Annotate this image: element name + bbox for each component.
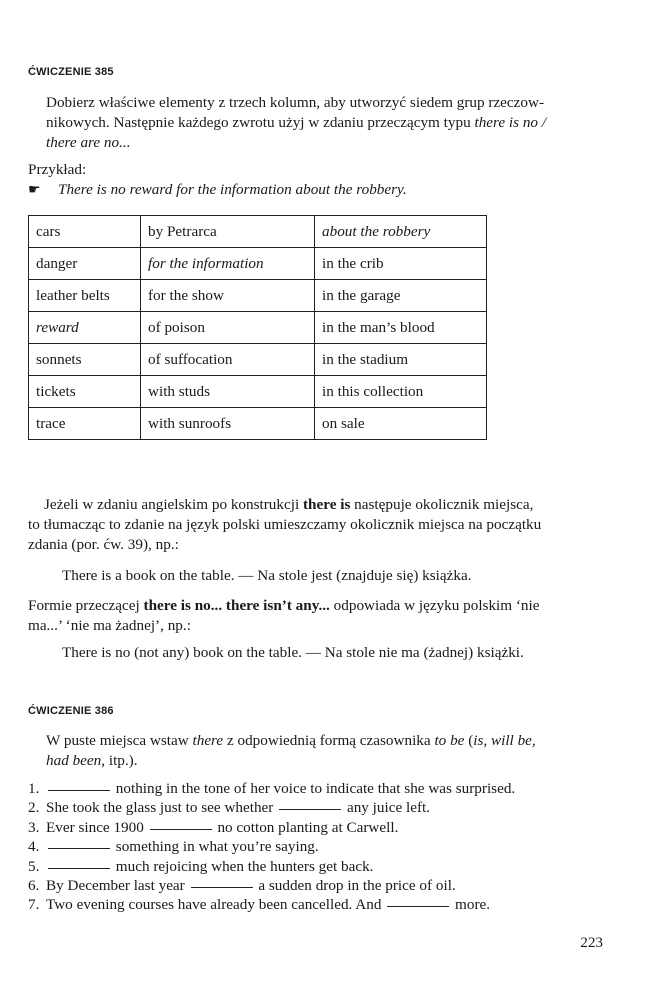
instruction-line-2 xyxy=(46,751,616,771)
sentence-end: a sudden drop in the price of oil. xyxy=(258,877,456,895)
table-row xyxy=(29,376,487,408)
list-item xyxy=(28,779,515,798)
exercise-385-heading: ĆWICZENIE 385 xyxy=(28,66,114,78)
item-number: 6. xyxy=(28,877,40,895)
table-row xyxy=(29,344,487,376)
table-cell: on sale xyxy=(315,408,487,440)
answer-blank[interactable] xyxy=(150,829,212,830)
text: Jeżeli w zdaniu angielskim po konstrukcji xyxy=(44,496,303,513)
table-row xyxy=(29,280,487,312)
sentence-start: Two evening courses have already been cancelled. And xyxy=(46,896,382,914)
grammar-note-2 xyxy=(28,596,608,636)
item-number: 4. xyxy=(28,838,40,856)
list-item xyxy=(28,895,515,914)
table-cell: cars xyxy=(29,216,141,248)
answer-blank[interactable] xyxy=(48,868,110,869)
text: z odpowiednią formą czasownika xyxy=(223,732,435,749)
table-cell: in this collection xyxy=(315,376,487,408)
table-row xyxy=(29,248,487,280)
text: ( xyxy=(464,732,474,749)
instruction-pattern-1: there is no / xyxy=(474,114,547,131)
page-number: 223 xyxy=(580,934,603,951)
grammar-line-2: to tłumacząc to zdanie na język polski umieszczamy okolicznik miejsca na początku xyxy=(28,516,542,533)
matching-table xyxy=(28,215,487,440)
item-number: 5. xyxy=(28,857,40,875)
answer-blank[interactable] xyxy=(191,887,253,888)
sentence-end: something in what you’re saying. xyxy=(115,838,319,856)
list-item xyxy=(28,857,515,876)
table-row xyxy=(29,312,487,344)
table-cell: trace xyxy=(29,408,141,440)
grammar-note-1 xyxy=(28,495,608,555)
pointing-hand-icon: ☛ xyxy=(28,183,41,198)
sentence-start: She took the glass just to see whether xyxy=(46,799,274,817)
sentence-end: any juice left. xyxy=(346,799,431,817)
example-label: Przykład: xyxy=(28,161,87,178)
list-item xyxy=(28,837,515,856)
grammar-line-5: ma...’ ‘nie ma żadnej’, np.: xyxy=(28,617,191,634)
table-cell: of poison xyxy=(141,312,315,344)
bold-term: there is no... there isn’t any... xyxy=(143,597,330,614)
table-row xyxy=(29,408,487,440)
text: następuje okolicznik miejsca, xyxy=(350,496,534,513)
exercise-386-instructions xyxy=(46,731,616,771)
table-cell: reward xyxy=(29,312,141,344)
exercise-386-heading: ĆWICZENIE 386 xyxy=(28,705,114,717)
list-item xyxy=(28,876,515,895)
item-number: 7. xyxy=(28,896,40,914)
example-text: There is no reward for the information about the robbery. xyxy=(58,181,407,198)
table-cell: for the show xyxy=(141,280,315,312)
grammar-example-2: There is no (not any) book on the table. — Na stole nie ma (żadnej) książki. xyxy=(62,644,524,661)
grammar-line-4 xyxy=(28,596,608,616)
answer-blank[interactable] xyxy=(48,848,110,849)
instruction-line-2 xyxy=(46,113,616,133)
item-number: 2. xyxy=(28,799,40,817)
table-cell: with studs xyxy=(141,376,315,408)
table-cell: with sunroofs xyxy=(141,408,315,440)
text: W puste miejsca wstaw xyxy=(46,732,193,749)
exercise-386-list xyxy=(28,779,515,915)
item-number: 1. xyxy=(28,780,40,797)
answer-blank[interactable] xyxy=(387,906,449,907)
text: Formie przeczącej xyxy=(28,597,144,614)
example-sentence xyxy=(28,180,407,201)
instruction-text: nikowych. Następnie każdego zwrotu użyj w zdaniu przeczącym typu xyxy=(46,114,475,131)
table-cell: danger xyxy=(29,248,141,280)
table-cell: in the crib xyxy=(315,248,487,280)
sentence-start: Ever since 1900 xyxy=(46,818,144,836)
grammar-line-3: zdania (por. ćw. 39), np.: xyxy=(28,536,179,553)
grammar-line-1 xyxy=(28,495,608,515)
exercise-385-instructions xyxy=(46,93,616,153)
list-item xyxy=(28,818,515,837)
answer-blank[interactable] xyxy=(279,809,341,810)
text: itp.). xyxy=(105,752,138,769)
sentence-end: much rejoicing when the hunters get back. xyxy=(115,857,374,875)
italic-term: is, will be, xyxy=(473,732,536,749)
table-cell: in the stadium xyxy=(315,344,487,376)
sentence-end: no cotton planting at Carwell. xyxy=(217,818,399,836)
table-cell: tickets xyxy=(29,376,141,408)
italic-term: there xyxy=(192,732,224,749)
sentence-start: By December last year xyxy=(46,877,185,895)
bold-term: there is xyxy=(302,496,351,513)
table-cell: of suffocation xyxy=(141,344,315,376)
table-cell: for the information xyxy=(141,248,315,280)
table-row xyxy=(29,216,487,248)
grammar-example-1: There is a book on the table. — Na stole jest (znajduje się) książka. xyxy=(62,567,472,584)
table-cell: leather belts xyxy=(29,280,141,312)
italic-term: to be xyxy=(434,732,465,749)
instruction-line-3: there are no... xyxy=(46,134,131,151)
instruction-line-1: Dobierz właściwe elementy z trzech kolumn, aby utworzyć siedem grup rzeczow- xyxy=(46,94,545,111)
instruction-line-1 xyxy=(46,731,616,751)
text: odpowiada w języku polskim ‘nie xyxy=(329,597,540,614)
list-item xyxy=(28,798,515,817)
table-cell: about the robbery xyxy=(315,216,487,248)
table-cell: in the garage xyxy=(315,280,487,312)
table-cell: in the man’s blood xyxy=(315,312,487,344)
table-cell: by Petrarca xyxy=(141,216,315,248)
italic-term: had been, xyxy=(46,752,106,769)
item-number: 3. xyxy=(28,818,40,836)
table-cell: sonnets xyxy=(29,344,141,376)
answer-blank[interactable] xyxy=(48,790,110,791)
sentence-end: nothing in the tone of her voice to indicate that she was surprised. xyxy=(115,780,516,797)
sentence-end: more. xyxy=(455,896,491,914)
